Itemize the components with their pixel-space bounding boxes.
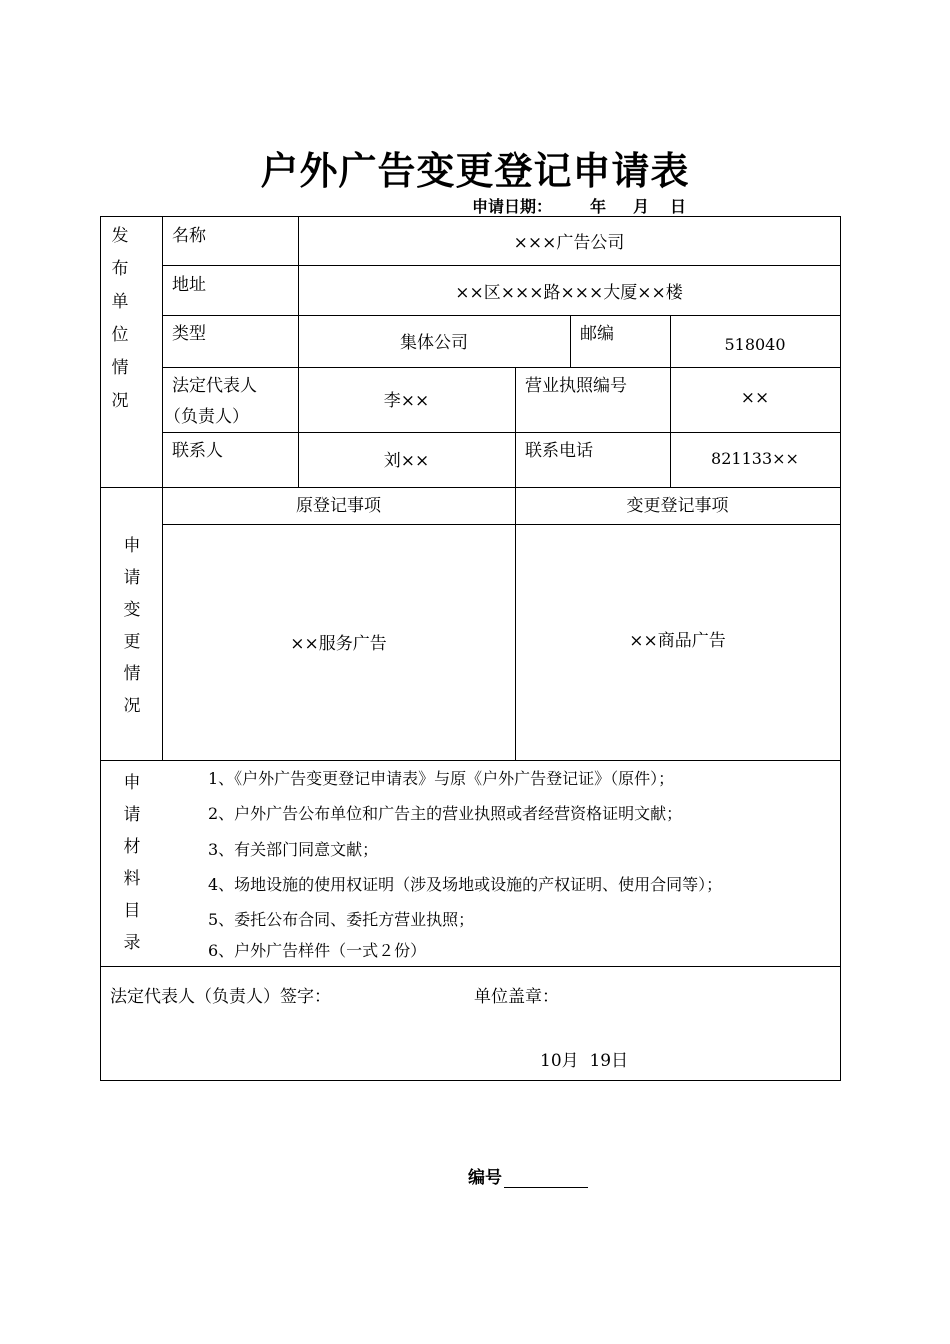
side-label-char: 变 — [123, 600, 141, 620]
cell-divider — [515, 367, 516, 760]
contact-label: 联系人 — [172, 441, 223, 461]
section-divider — [100, 760, 841, 761]
side-label-char: 布 — [111, 259, 129, 279]
side-label-char: 申 — [123, 536, 141, 556]
name-value: ×××广告公司 — [513, 233, 625, 253]
side-label-char: 位 — [111, 325, 129, 345]
side-label-char: 申 — [123, 773, 141, 793]
row-divider — [162, 367, 841, 368]
side-label-char: 单 — [111, 292, 129, 312]
date-month: 月 — [633, 197, 650, 216]
name-label: 名称 — [172, 226, 206, 246]
material-item-5: 5、委托公布合同、委托方营业执照； — [208, 910, 475, 929]
original-items-value: ××服务广告 — [290, 634, 387, 654]
legal-rep-signature-label: 法定代表人（负责人）签字： — [110, 987, 331, 1007]
table-border-top — [100, 216, 841, 217]
section-divider — [100, 487, 841, 488]
legal-rep-value: 李×× — [383, 391, 430, 411]
row-divider — [162, 524, 841, 525]
change-side-label — [122, 538, 142, 730]
side-label-char: 况 — [123, 696, 141, 716]
legal-rep-label-paren: （负责人） — [164, 407, 249, 427]
changed-items-header: 变更登记事项 — [626, 496, 729, 516]
postcode-label: 邮编 — [580, 324, 614, 344]
material-item-6: 6、户外广告样件（一式２份） — [208, 941, 427, 960]
side-label-char: 料 — [123, 869, 141, 889]
phone-value: 821133×× — [711, 449, 799, 468]
changed-items-value: ××商品广告 — [629, 631, 726, 651]
date-label: 申请日期： — [472, 197, 553, 216]
side-label-char: 请 — [123, 805, 141, 825]
materials-side-label — [122, 775, 142, 967]
license-label: 营业执照编号 — [525, 376, 627, 396]
material-item-2: 2、户外广告公布单位和广告主的营业执照或者经营资格证明文献； — [208, 804, 683, 823]
material-item-3: 3、有关部门同意文献； — [208, 840, 379, 859]
address-value: ××区×××路×××大厦××楼 — [455, 283, 683, 303]
date-day: 日 — [670, 197, 687, 216]
side-column-divider — [162, 216, 163, 760]
publisher-side-label — [110, 228, 130, 426]
section-divider — [100, 966, 841, 967]
cell-divider — [570, 315, 571, 367]
side-label-char: 情 — [111, 358, 129, 378]
side-label-char: 发 — [111, 226, 129, 246]
table-border-right — [840, 216, 841, 1080]
side-label-char: 材 — [123, 837, 141, 857]
postcode-value: 518040 — [724, 335, 786, 354]
side-label-char: 更 — [123, 632, 141, 652]
document-number — [468, 1163, 588, 1188]
legal-rep-label: 法定代表人 — [172, 376, 257, 396]
side-label-char: 目 — [123, 901, 141, 921]
document-number-label: 编号 — [468, 1168, 502, 1188]
license-value: ×× — [740, 388, 770, 408]
phone-label: 联系电话 — [525, 441, 593, 461]
unit-seal-label: 单位盖章： — [474, 987, 559, 1007]
type-label: 类型 — [172, 324, 206, 344]
signature-date: 10月 19日 — [540, 1051, 629, 1071]
material-item-4: 4、场地设施的使用权证明（涉及场地或设施的产权证明、使用合同等）； — [208, 875, 723, 894]
side-label-char: 录 — [123, 933, 141, 953]
row-divider — [162, 265, 841, 266]
side-label-char: 情 — [123, 664, 141, 684]
row-divider — [162, 315, 841, 316]
type-value: 集体公司 — [400, 333, 468, 353]
table-border-bottom — [100, 1080, 841, 1081]
document-number-blank[interactable] — [504, 1171, 588, 1188]
address-label: 地址 — [172, 275, 206, 295]
material-item-1: 1、《户外广告变更登记申请表》与原《户外广告登记证》（原件）； — [208, 769, 675, 788]
table-border-left — [100, 216, 101, 1080]
contact-value: 刘×× — [383, 451, 430, 471]
original-items-header: 原登记事项 — [296, 496, 381, 516]
side-label-char: 请 — [123, 568, 141, 588]
date-year: 年 — [590, 197, 607, 216]
form-title: 户外广告变更登记申请表 — [260, 149, 690, 193]
side-label-char: 况 — [111, 391, 129, 411]
row-divider — [162, 432, 841, 433]
